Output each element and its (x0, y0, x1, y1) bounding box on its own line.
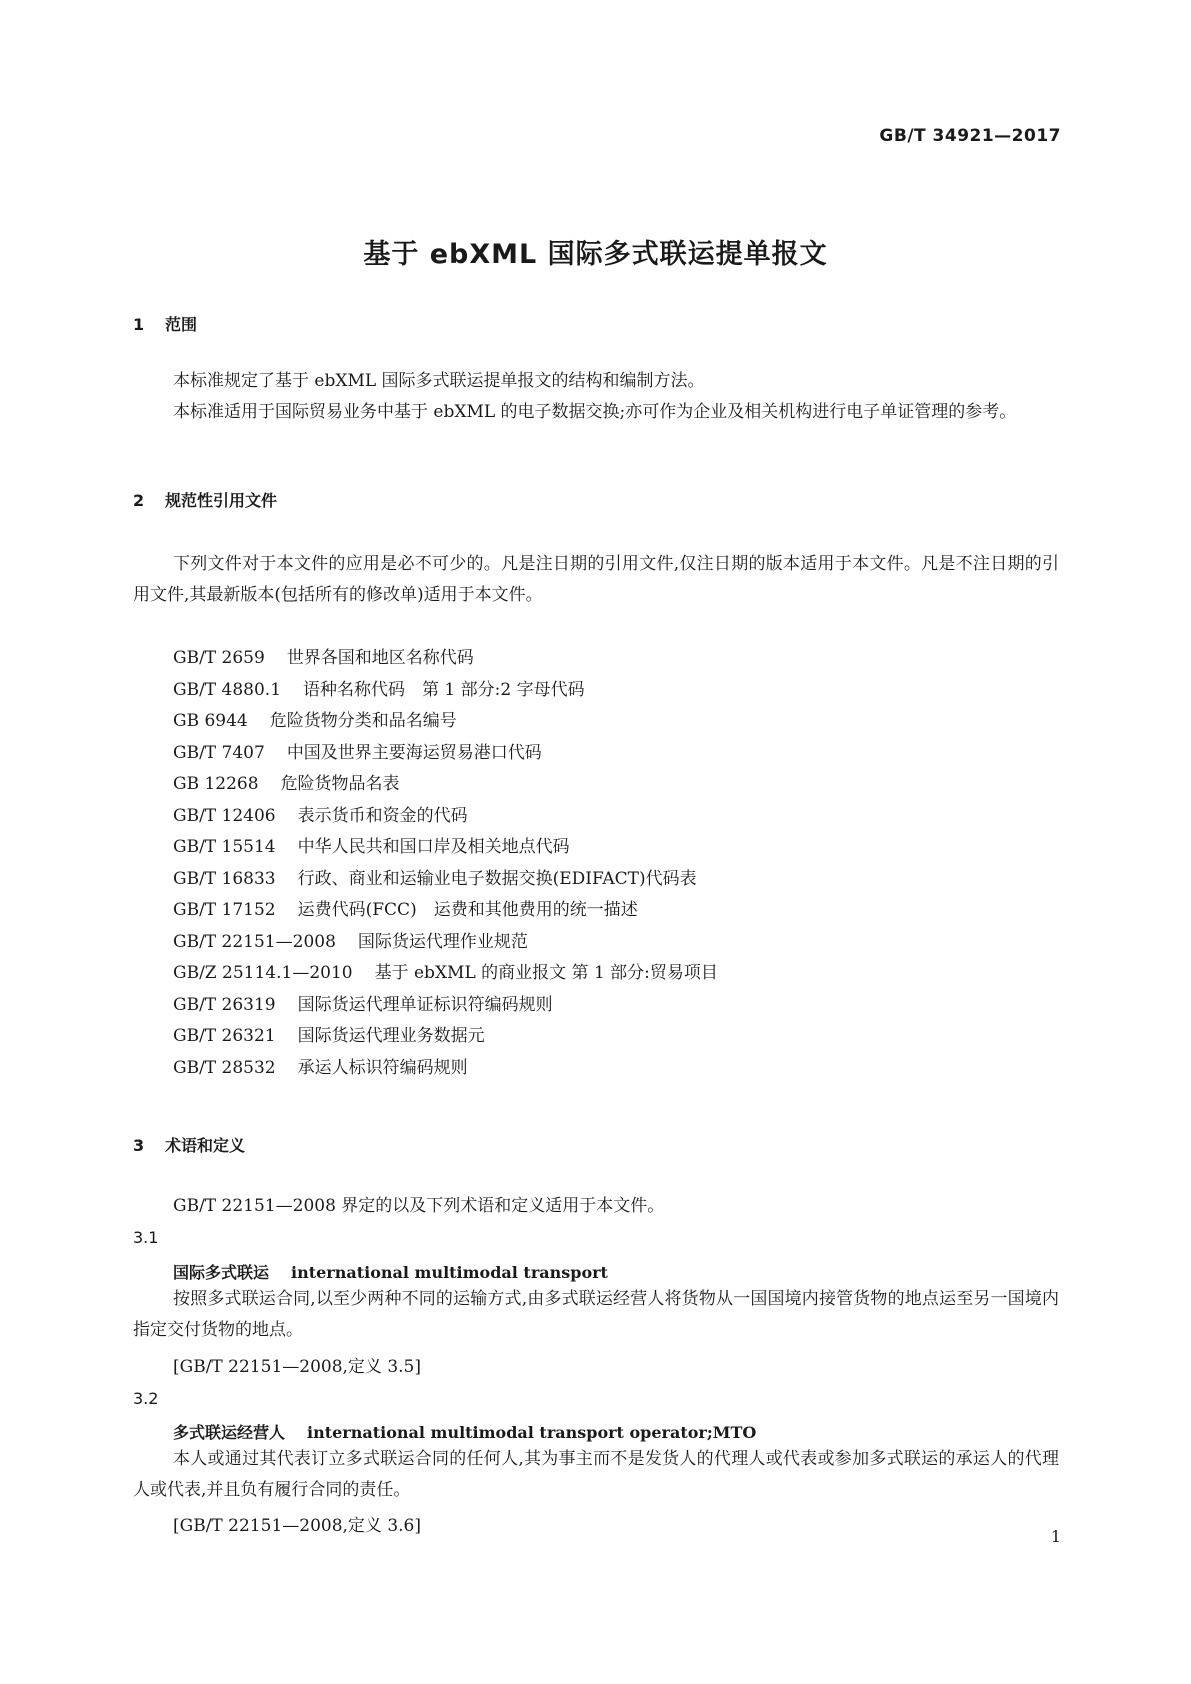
reference-title: 语种名称代码 第 1 部分:2 字母代码 (303, 679, 585, 700)
reference-item (173, 927, 1073, 959)
reference-code: GB/T 17152 (173, 900, 276, 920)
reference-item (173, 769, 1073, 801)
section-1-number: 1 (133, 315, 145, 334)
term-3-1-heading (173, 1260, 608, 1283)
reference-item (173, 958, 1073, 990)
section-3-title: 术语和定义 (165, 1136, 246, 1155)
reference-code: GB/T 2659 (173, 648, 265, 668)
term-3-2-source: [GB/T 22151—2008,定义 3.6] (173, 1516, 421, 1536)
reference-code: GB/T 22151—2008 (173, 931, 336, 952)
term-3-1-zh: 国际多式联运 (173, 1263, 270, 1282)
reference-code: GB/Z 25114.1—2010 (173, 963, 353, 983)
reference-title: 表示货币和资金的代码 (297, 805, 468, 826)
section-3-number: 3 (133, 1136, 145, 1155)
term-3-1-source: [GB/T 22151—2008,定义 3.5] (173, 1357, 421, 1377)
section-2-title: 规范性引用文件 (165, 491, 278, 510)
reference-code: GB/T 26319 (173, 994, 276, 1015)
term-3-1-en: international multimodal transport (291, 1263, 608, 1282)
reference-title: 行政、商业和运输业电子数据交换(EDIFACT)代码表 (297, 868, 697, 889)
section-1-heading (133, 312, 197, 335)
reference-code: GB/T 12406 (173, 805, 276, 826)
reference-item (173, 643, 1073, 675)
reference-item (173, 832, 1073, 864)
reference-list (173, 643, 1073, 1084)
reference-item (173, 738, 1073, 770)
reference-title: 中华人民共和国口岸及相关地点代码 (297, 837, 570, 857)
term-3-2-definition: 本人或通过其代表订立多式联运合同的任何人,其为事主而不是发货人的代理人或代表或参加多式联运的承运人的代理人或代表,并且负有履行合同的责任。 (133, 1449, 1059, 1500)
reference-item (173, 864, 1073, 896)
section-1-title: 范围 (165, 315, 198, 334)
reference-title: 危险货物分类和品名编号 (269, 711, 457, 731)
term-3-1-definition: 按照多式联运合同,以至少两种不同的运输方式,由多式联运经营人将货物从一国国境内接管货物的地点运至另一国境内指定交付货物的地点。 (133, 1289, 1059, 1340)
reference-item (173, 895, 1073, 927)
reference-item (173, 675, 1073, 707)
document-title: 基于 ebXML 国际多式联运提单报文 (363, 239, 828, 270)
reference-code: GB/T 4880.1 (173, 679, 282, 700)
reference-title: 国际货运代理单证标识符编码规则 (297, 994, 553, 1015)
section-2-number: 2 (133, 491, 145, 510)
reference-code: GB/T 7407 (173, 742, 265, 763)
reference-item (173, 706, 1073, 738)
reference-title: 危险货物品名表 (280, 774, 400, 794)
reference-code: GB/T 26321 (173, 1026, 276, 1046)
reference-code: GB/T 16833 (173, 868, 276, 889)
reference-title: 中国及世界主要海运贸易港口代码 (286, 742, 542, 763)
reference-title: 世界各国和地区名称代码 (286, 648, 474, 668)
term-3-2-zh: 多式联运经营人 (173, 1423, 286, 1442)
reference-title: 基于 ebXML 的商业报文 第 1 部分:贸易项目 (374, 963, 718, 983)
section-3-heading (133, 1133, 245, 1156)
reference-item (173, 1021, 1073, 1053)
section-3-intro: GB/T 22151—2008 界定的以及下列术语和定义适用于本文件。 (173, 1196, 665, 1216)
term-3-2-heading (173, 1420, 756, 1443)
section-2-intro: 下列文件对于本文件的应用是必不可少的。凡是注日期的引用文件,仅注日期的版本适用于本文件。凡是不注日期的引用文件,其最新版本(包括所有的修改单)适用于本文件。 (133, 554, 1059, 605)
reference-title: 国际货运代理业务数据元 (297, 1026, 485, 1046)
section-1-paragraph-2: 本标准适用于国际贸易业务中基于 ebXML 的电子数据交换;亦可作为企业及相关机构进行电子单证管理的参考。 (173, 402, 1017, 422)
section-2-heading (133, 488, 277, 511)
reference-item (173, 990, 1073, 1022)
term-3-1-number: 3.1 (133, 1228, 159, 1247)
reference-code: GB/T 15514 (173, 837, 276, 857)
reference-title: 运费代码(FCC) 运费和其他费用的统一描述 (297, 900, 638, 920)
reference-code: GB/T 28532 (173, 1057, 276, 1078)
reference-code: GB 12268 (173, 774, 259, 794)
section-1-paragraph-1: 本标准规定了基于 ebXML 国际多式联运提单报文的结构和编制方法。 (173, 371, 705, 391)
page-number: 1 (1050, 1527, 1061, 1546)
term-3-2-en: international multimodal transport operator;MTO (307, 1423, 757, 1442)
reference-item (173, 801, 1073, 833)
term-3-2-number: 3.2 (133, 1389, 159, 1408)
reference-title: 承运人标识符编码规则 (297, 1057, 468, 1078)
reference-title: 国际货运代理作业规范 (357, 931, 528, 952)
reference-code: GB 6944 (173, 711, 248, 731)
standard-number: GB/T 34921—2017 (879, 126, 1061, 146)
reference-item (173, 1053, 1073, 1085)
